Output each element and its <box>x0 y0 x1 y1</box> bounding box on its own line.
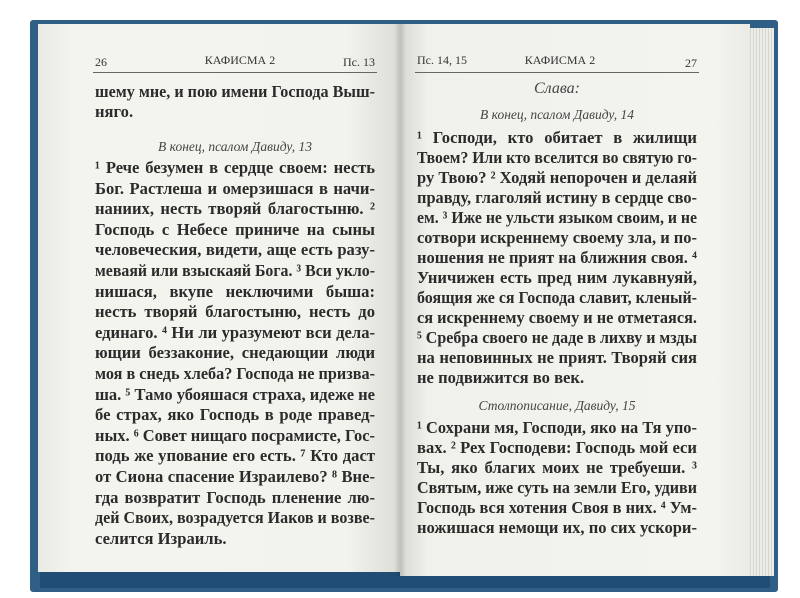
left-running-title: КАФИСМА 2 <box>204 53 276 67</box>
right-page-number: 27 <box>685 56 697 70</box>
book-gutter <box>394 24 406 576</box>
text-line: ру Твою? ² Ходяй непорочен и делаяй <box>417 168 698 187</box>
text-line: ношения не прият на ближния своя. ⁴ <box>417 248 698 267</box>
text-line: правду, глаголяй истину в сердце сво- <box>417 188 697 207</box>
text-line: ¹ Рече безумен в сердце своем: несть <box>95 158 376 177</box>
text-line: ных. ⁶ Совет нищаго посрамисте, Гос- <box>95 425 376 445</box>
text-line: моя в снедь хлеба? Господа не призва- <box>95 364 376 383</box>
text-line: няго. <box>95 101 134 121</box>
text-line: единаго. ⁴ Ни ли уразумеют вси дела- <box>95 322 376 342</box>
text-line: Святым, иже суть на земли Его, удиви <box>417 478 698 497</box>
psalm-14-heading: В конец, псалом Давиду, 14 <box>480 107 634 122</box>
text-line: гда возвратит Господь пленение лю- <box>95 487 375 507</box>
page-edges <box>748 28 774 576</box>
text-line: от Сиона спасение Израилево? ⁸ Вне- <box>95 467 375 486</box>
text-line: ша. ⁵ Тамо убояшася страха, идеже не <box>95 384 376 404</box>
text-line: Уничижен есть пред ним лукавнуяй, <box>417 268 697 287</box>
text-line: Господь вся хотения Своя в них. ⁴ Ум- <box>417 498 698 517</box>
right-header-rule <box>415 72 699 73</box>
psalm-13-heading: В конец, псалом Давиду, 13 <box>158 139 312 154</box>
text-line: человеческия, видети, аще есть разу- <box>95 240 375 260</box>
text-line: Бог. Растлеша и омерзишася в начи- <box>95 178 376 198</box>
text-line: подь же упование его есть. ⁷ Кто даст <box>95 446 375 466</box>
text-line: ¹ Сохрани мя, Господи, яко на Тя упо- <box>417 418 697 437</box>
text-line: ножишася немощи их, по сих ускори- <box>417 518 697 537</box>
text-line: Ты, яко благих моих не требуеши. ³ <box>417 458 698 477</box>
text-line: несть творяй благостыню, несть до <box>95 302 375 322</box>
text-line: ся искреннему своему и не отметаяся. <box>417 308 697 327</box>
text-line: ¹ Господи, кто обитает в жилищи <box>417 128 697 147</box>
text-line: Твоем? Или кто вселится во святую го- <box>417 148 698 167</box>
text-line: ем. ³ Иже не ульсти языком своим, и не <box>417 208 698 227</box>
text-line: наниих, несть творяй благостыню. ² <box>95 199 376 219</box>
text-line: дей Своих, возрадуется Иаков и возве- <box>95 508 376 528</box>
text-line: меваяй или взыскаяй Бога. ³ Вси укло- <box>95 261 375 280</box>
left-page-number: 26 <box>95 55 107 69</box>
text-line: ⁵ Сребра своего не даде в лихву и мзды <box>417 328 698 347</box>
text-line: бе страх, яко Господь в роде правед- <box>95 405 376 425</box>
left-psalm-ref: Пс. 13 <box>343 55 375 69</box>
text-line: селится Израиль. <box>95 528 227 548</box>
text-line: не подвижится во век. <box>417 368 585 387</box>
right-running-title: КАФИСМА 2 <box>524 53 596 67</box>
text-line: вах. ² Рех Господеви: Господь мой еси <box>417 438 697 457</box>
text-line: на неповинных не прият. Творяй сия <box>417 348 697 367</box>
text-line: боящия же ся Господа славит, кленый- <box>417 288 698 307</box>
text-line: Господь с Небесе приниче на сыны <box>95 219 376 239</box>
psalm-15-heading: Столпописание, Давиду, 15 <box>478 398 636 413</box>
left-header-rule <box>93 72 377 73</box>
right-psalm-ref: Пс. 14, 15 <box>417 53 467 67</box>
text-line: шему мне, и пою имени Господа Выш- <box>95 82 375 101</box>
text-line: сотвори искреннему своему зла, и по- <box>417 228 697 247</box>
text-line: нишася, вкупе неключими быша: <box>95 281 375 301</box>
glory-heading: Слава: <box>533 80 580 97</box>
text-line: ющии беззаконие, снедающии люди <box>95 343 376 363</box>
